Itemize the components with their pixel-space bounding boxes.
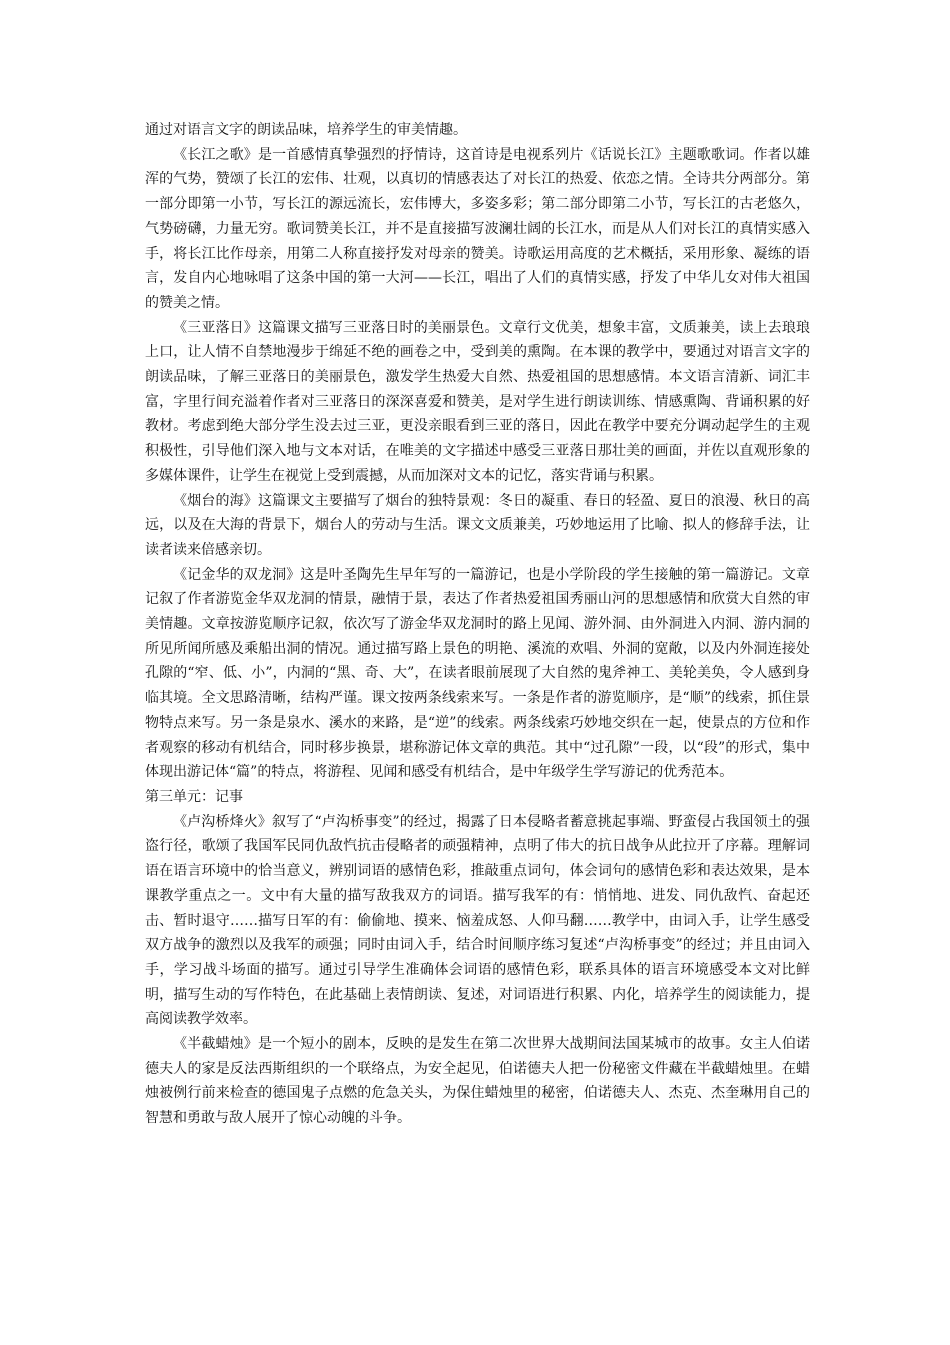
document-page [145,118,810,1131]
section-heading-unit-three: 第三单元：记事 [145,788,243,805]
paragraph-yantai-de-hai: 《烟台的海》这篇课文主要描写了烟台的独特景观：冬日的凝重、春日的轻盈、夏日的浪漫、秋日的高远，以及在大海的背景下，烟台人的劳动与生活。课文文质兼美，巧妙地运用了比喻、拟人的修辞手法，让读者读来倍感亲切。 [145,492,810,558]
paragraph-sanya-luori: 《三亚落日》这篇课文描写三亚落日时的美丽景色。文章行文优美，想象丰富，文质兼美，读上去琅琅上口，让人情不自禁地漫步于绵延不绝的画卷之中，受到美的熏陶。在本课的教学中，要通过对语言文字的朗读品味，了解三亚落日的美丽景色，激发学生热爱大自然、热爱祖国的思想感情。本文语言清新、词汇丰富，字里行间充溢着作者对三亚落日的深深喜爱和赞美，是对学生进行朗读训练、情感熏陶、背诵积累的好教材。考虑到绝大部分学生没去过三亚，更没亲眼看到三亚的落日，因此在教学中要充分调动起学生的主观积极性，引导他们深入地与文本对话，在唯美的文字描述中感受三亚落日那壮美的画面，并佐以直观形象的多媒体课件，让学生在视觉上受到震撼，从而加深对文本的记忆，落实背诵与积累。 [145,319,810,484]
paragraph-intro-tail: 通过对语言文字的朗读品味，培养学生的审美情趣。 [145,122,467,138]
paragraph-banjie-lazhu: 《半截蜡烛》是一个短小的剧本，反映的是发生在第二次世界大战期间法国某城市的故事。女主人伯诺德夫人的家是反法西斯组织的一个联络点，为安全起见，伯诺德夫人把一份秘密文件藏在半截蜡烛里。在蜡烛被例行前来检查的德国鬼子点燃的危急关头，为保住蜡烛里的秘密，伯诺德夫人、杰克、杰奎琳用自己的智慧和勇敢与敌人展开了惊心动魄的斗争。 [145,1036,810,1127]
paragraph-changjiang-zhi-ge: 《长江之歌》是一首感情真挚强烈的抒情诗，这首诗是电视系列片《话说长江》主题歌歌词。作者以雄浑的气势，赞颂了长江的宏伟、壮观，以真切的情感表达了对长江的热爱、依恋之情。全诗共分两部分。第一部分即第一小节，写长江的源远流长，宏伟博大，多姿多彩；第二部分即第二小节，写长江的古老悠久，气势磅礴，力量无穷。歌词赞美长江，并不是直接描写波澜壮阔的长江水，而是从人们对长江的真情实感入手，将长江比作母亲，用第二人称直接抒发对母亲的赞美。诗歌运用高度的艺术概括，采用形象、凝练的语言，发自内心地咏唱了这条中国的第一大河——长江，唱出了人们的真情实感，抒发了中华儿女对伟大祖国的赞美之情。 [145,146,810,311]
paragraph-shuanglong-dong: 《记金华的双龙洞》这是叶圣陶先生早年写的一篇游记，也是小学阶段的学生接触的第一篇游记。文章记叙了作者游览金华双龙洞的情景，融情于景，表达了作者热爱祖国秀丽山河的思想感情和欣赏大自然的审美情趣。文章按游览顺序记叙，依次写了游金华双龙洞时的路上见闻、游外洞、由外洞进入内洞、游内洞的所见所闻所感及乘船出洞的情况。通过描写路上景色的明艳、溪流的欢唱、外洞的宽敞，以及内外洞连接处孔隙的“窄、低、小”，内洞的“黑、奇、大”，在读者眼前展现了大自然的鬼斧神工、美轮美奂，令人感到身临其境。全文思路清晰，结构严谨。课文按两条线索来写。一条是作者的游览顺序，是“顺”的线索，抓住景物特点来写。另一条是泉水、溪水的来路，是“逆”的线索。两条线索巧妙地交织在一起，使景点的方位和作者观察的移动有机结合，同时移步换景，堪称游记体文章的典范。其中“过孔隙”一段，以“段”的形式，集中体现出游记体“篇”的特点，将游程、见闻和感受有机结合，是中年级学生学写游记的优秀范本。 [145,566,810,781]
paragraph-lugouqiao-fenghuo: 《卢沟桥烽火》叙写了“卢沟桥事变”的经过，揭露了日本侵略者蓄意挑起事端、野蛮侵占我国领土的强盗行径，歌颂了我国军民同仇敌忾抗击侵略者的顽强精神，点明了伟大的抗日战争从此拉开了序幕。理解词语在语言环境中的恰当意义，辨别词语的感情色彩，推敲重点词句，体会词句的感情色彩和表达效果，是本课教学重点之一。文中有大量的描写敌我双方的词语。描写我军的有：悄悄地、进发、同仇敌忾、奋起还击、暂时退守……描写日军的有：偷偷地、摸来、恼羞成怒、人仰马翻……教学中，由词入手，让学生感受双方战争的激烈以及我军的顽强；同时由词入手，结合时间顺序练习复述“卢沟桥事变”的经过；并且由词入手，学习战斗场面的描写。通过引导学生准确体会词语的感情色彩，联系具体的语言环境感受本文对比鲜明，描写生动的写作特色，在此基础上表情朗读、复述，对词语进行积累、内化，培养学生的阅读能力，提高阅读教学效率。 [145,813,810,1028]
